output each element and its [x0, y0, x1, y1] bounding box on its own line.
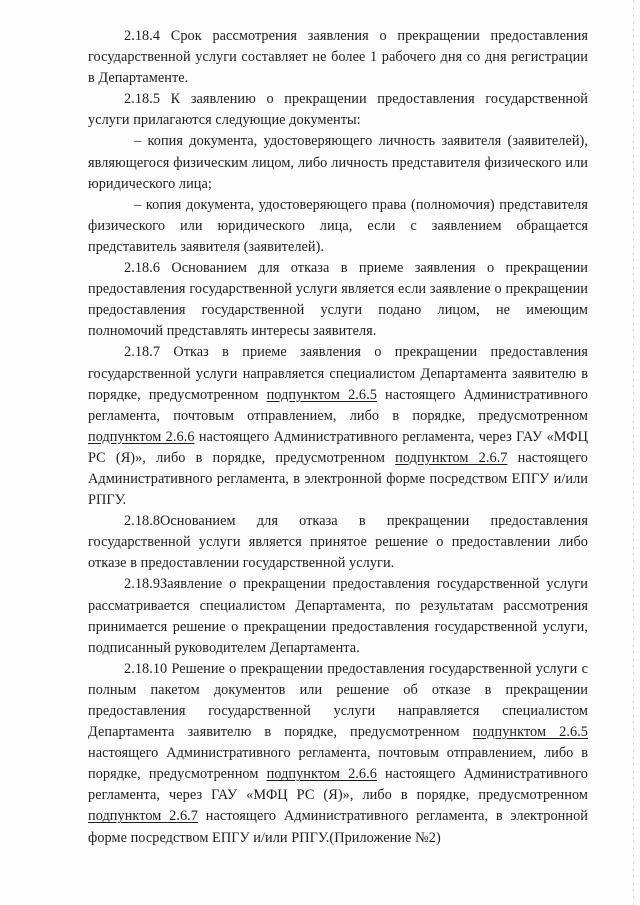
paragraph-text: настоящего Административного регламента, почтовым отправлением, либо в порядке, предусмотренном — [88, 745, 588, 783]
paragraph-2-18-4: 2.18.4 Срок рассмотрения заявления о прекращении предоставления государственной услуги составляет не более 1 рабочего дня со дня регистрации в Департаменте. — [88, 28, 588, 87]
document-body — [88, 26, 588, 849]
paragraph-2-18-6: 2.18.6 Основанием для отказа в приеме заявления о прекращении предоставления государственной услуги является если заявление о прекращении предоставления государственной услуги подано лицом, не имеющим полномочий представлять интересы заявителя. — [88, 260, 588, 340]
paragraph-2-18-5: 2.18.5 К заявлению о прекращении предоставления государственной услуги прилагаются следующие документы: — [88, 91, 588, 129]
reference-link-2-6-6[interactable]: подпунктом 2.6.6 — [266, 766, 377, 783]
document-list-item-identity-copy: – копия документа, удостоверяющего личность заявителя (заявителей), являющегося физическим лицом, либо личность представителя физического или юридического лица; — [88, 133, 588, 192]
paragraph-text: настоящего Административного регламента, в электронной форме посредством ЕПГУ и/или РПГУ. — [88, 449, 589, 509]
paragraph-text: настоящего Административного регламента, через ГАУ «МФЦ РС (Я)», либо в порядке, предусмотренном — [88, 428, 588, 466]
reference-link-2-6-7[interactable]: подпунктом 2.6.7 — [395, 449, 508, 466]
paragraph-2-18-7 — [88, 342, 588, 511]
reference-link-2-6-6[interactable]: подпунктом 2.6.6 — [88, 428, 195, 445]
paragraph-text: 2.18.7 Отказ в приеме заявления о прекращении предоставления государственной услуги направляется специалистом Департамента заявителю в порядке, предусмотренном — [88, 344, 588, 403]
paragraph-2-18-8: 2.18.8Основанием для отказа в прекращении предоставления государственной услуги является принятое решение о предоставлении либо отказе в предоставлении государственной услуги. — [88, 513, 588, 572]
paragraph-text: настоящего Административного регламента, в электронной форме посредством ЕПГУ и/или РПГУ.(Приложение №2) — [88, 808, 588, 846]
document-list-item-authority-copy: – копия документа, удостоверяющего права (полномочия) представителя физического или юридического лица, если с заявлением обращается представитель заявителя (заявителей). — [88, 196, 588, 255]
paragraph-text: 2.18.10 Решение о прекращении предоставления государственной услуги с полным пакетом документов или решение об отказе в прекращении предоставления государственной услуги направляется специалистом Департамента заявителю в порядке, предусмотренном — [88, 660, 588, 741]
paragraph-text: настоящего Административного регламента, через ГАУ «МФЦ РС (Я)», либо в порядке, предусмотренном — [88, 766, 588, 804]
reference-link-2-6-5[interactable]: подпунктом 2.6.5 — [266, 386, 377, 403]
scan-edge-artifact — [633, 0, 634, 905]
paragraph-2-18-9: 2.18.9Заявление о прекращении предоставления государственной услуги рассматривается специалистом Департамента, по результатам рассмотрения принимается решение о прекращении предоставления государственной услуги, подписанный руководителем Департамента. — [88, 576, 588, 656]
reference-link-2-6-5[interactable]: подпунктом 2.6.5 — [472, 724, 588, 741]
paragraph-2-18-10 — [88, 659, 588, 849]
reference-link-2-6-7[interactable]: подпунктом 2.6.7 — [88, 808, 198, 825]
paragraph-text: настоящего Административного регламента, почтовым отправлением, либо в порядке, предусмотренном — [88, 386, 588, 424]
